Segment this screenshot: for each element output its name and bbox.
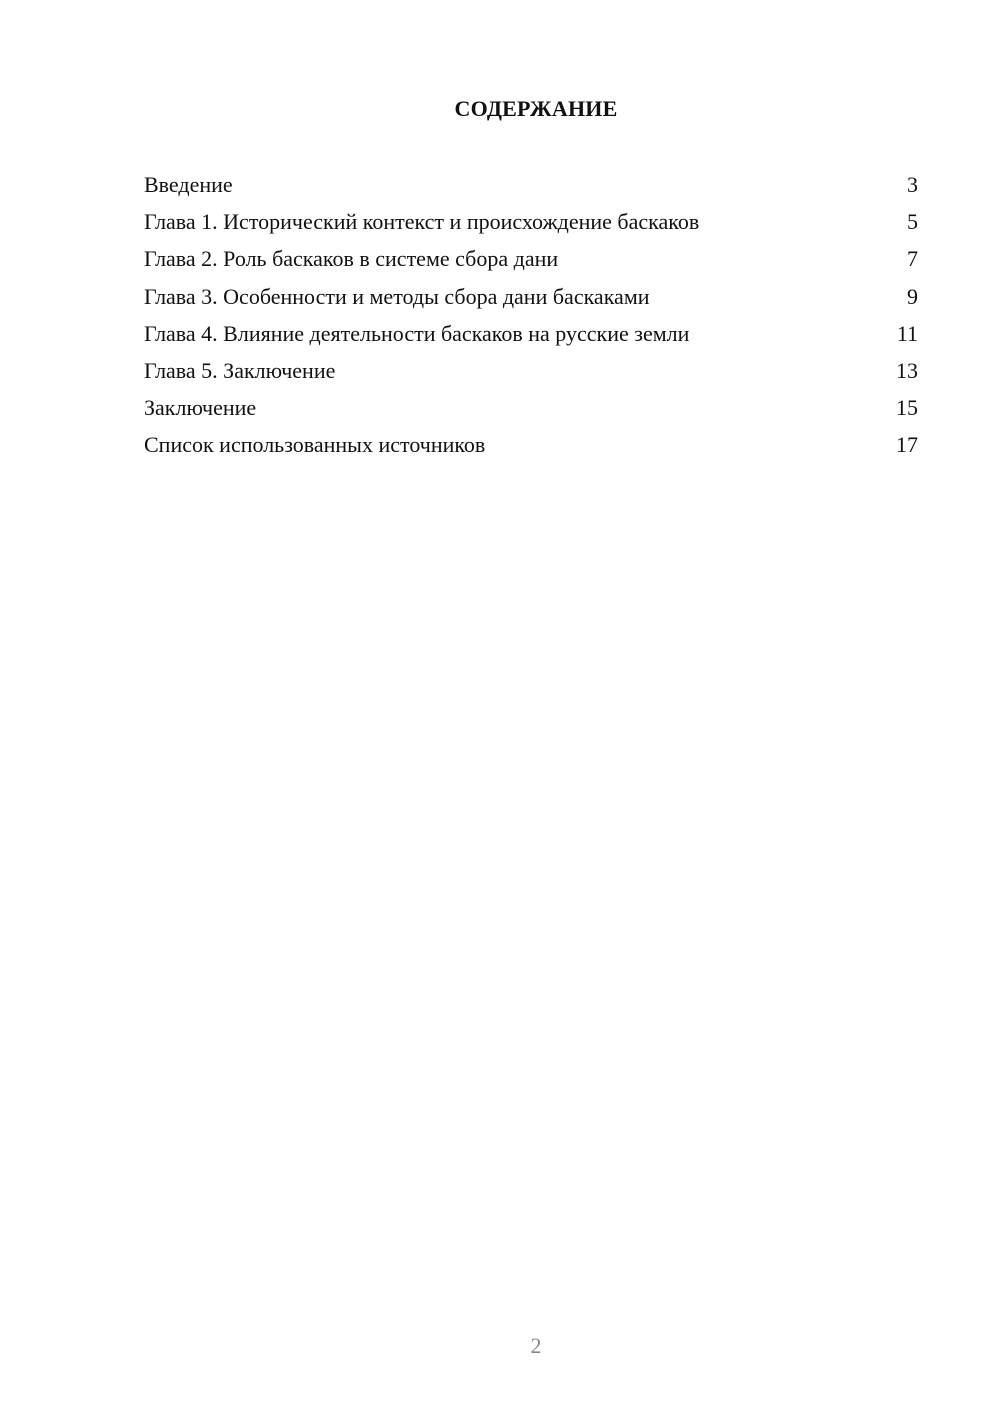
toc-entry-page: 3	[907, 172, 918, 197]
toc-entry-page: 5	[907, 209, 918, 235]
toc-entry-title: Глава 5. Заключение	[144, 357, 336, 383]
toc-entry-page: 7	[907, 246, 918, 272]
toc-entry-chapter-2	[144, 244, 918, 281]
toc-entry-title: Глава 3. Особенности и методы сбора дани баскаками	[144, 283, 650, 309]
toc-entry-page: 13	[896, 357, 918, 383]
toc-entry-chapter-1	[144, 207, 918, 244]
toc-entry-page: 17	[896, 432, 918, 458]
toc-entry-title: Глава 2. Роль баскаков в системе сбора дани	[144, 246, 559, 272]
toc-entry-title: Глава 1. Исторический контекст и происхождение баскаков	[144, 209, 700, 235]
toc-entry-references	[144, 430, 918, 467]
toc-entry-page: 9	[907, 283, 918, 309]
toc-entry-introduction	[144, 170, 918, 207]
toc-entry-chapter-5	[144, 356, 918, 393]
toc-entry-chapter-3	[144, 282, 918, 319]
toc-entry-title: Заключение	[144, 395, 257, 421]
toc-entry-title: Введение	[144, 172, 233, 197]
toc-entry-conclusion	[144, 393, 918, 430]
table-of-contents	[144, 170, 918, 468]
toc-entry-page: 11	[896, 320, 918, 346]
toc-entry-title: Глава 4. Влияние деятельности баскаков на русские земли	[144, 320, 690, 346]
page-number: 2	[530, 1333, 542, 1358]
toc-entry-page: 15	[896, 395, 918, 421]
toc-entry-title: Список использованных источников	[144, 432, 486, 458]
toc-entry-chapter-4	[144, 319, 918, 356]
toc-heading: СОДЕРЖАНИЕ	[454, 96, 618, 121]
